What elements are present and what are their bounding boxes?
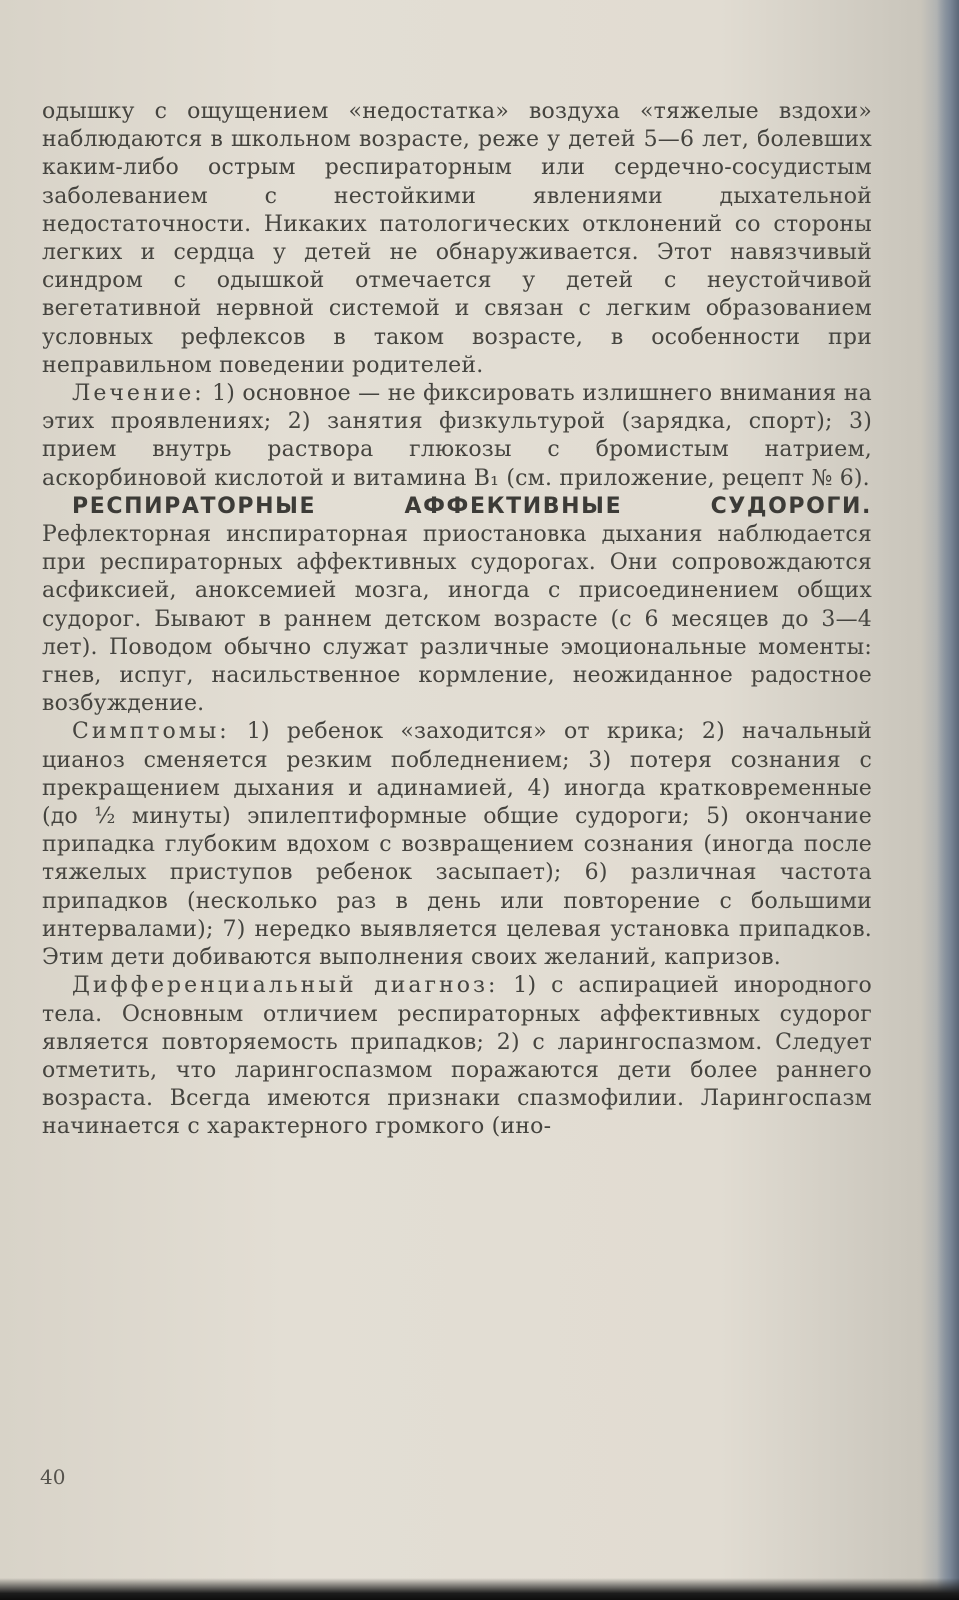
paragraph-dyspnea-syndrome xyxy=(42,98,872,380)
page-number: 40 xyxy=(40,1465,66,1489)
scan-bottom-edge xyxy=(0,1578,959,1600)
paragraph-differential-diagnosis xyxy=(42,972,872,1141)
symptoms-label: Симптомы: xyxy=(72,719,230,745)
section-heading: РЕСПИРАТОРНЫЕ АФФЕКТИВНЫЕ СУДОРОГИ. xyxy=(72,493,872,519)
paragraph-symptoms xyxy=(42,718,872,972)
body-text xyxy=(42,98,872,1142)
section-text: Рефлекторная инспираторная приостановка дыхания наблюдается при респираторных аффективных судорогах. Они сопровождаются асфиксией, аноксемией мозга, иногда с присоединением общих судорог. Бывают в раннем детском возрасте (с 6 месяцев до 3—4 лет). Поводом обычно служат различные эмоциональные моменты: гнев, испуг, насильственное кормление, неожиданное радостное возбуждение. xyxy=(42,522,872,717)
diagnosis-text: 1) с аспирацией инородного тела. Основным отличием респираторных аффективных судорог является повторяемость припадков; 2) с ларингоспазмом. Следует отметить, что ларингоспазмом поражаются дети более раннего возраста. Всегда имеются признаки спазмофилии. Ларингоспазм начинается с характерного громкого (ино- xyxy=(42,973,873,1140)
treatment-label: Лечение: xyxy=(72,381,205,407)
treatment-text: 1) основное — не фиксировать излишнего внимания на этих проявлениях; 2) занятия физкультурой (зарядка, спорт); 3) прием внутрь раствора глюкозы с бромистым натрием, аскорбиновой кислотой и витамина B₁ (см. приложение, рецепт № 6). xyxy=(42,381,872,491)
symptoms-text: 1) ребенок «заходится» от крика; 2) начальный цианоз сменяется резким побледнением; 3) потеря сознания с прекращением дыхания и адинамией, 4) иногда кратковременные (до ½ минуты) эпилептиформные общие судороги; 5) окончание припадка глубоким вдохом с возвращением сознания (иногда после тяжелых приступов ребенок засыпает); 6) различная частота припадков (несколько раз в день или повторение с большими интервалами); 7) нередко выявляется целевая установка припадков. Этим дети добиваются выполнения своих желаний, капризов. xyxy=(42,719,872,971)
paragraph-treatment xyxy=(42,380,872,493)
paragraph-text: одышку с ощущением «недостатка» воздуха «тяжелые вздохи» наблюдаются в школьном возрасте, реже у детей 5—6 лет, болевших каким-либо острым респираторным или сердечно-сосудистым заболеванием с нестойкими явлениями дыхательной недостаточности. Никаких патологических отклонений со стороны легких и сердца у детей не обнаруживается. Этот навязчивый синдром с одышкой отмечается у детей с неустойчивой вегетативной нервной системой и связан с легким образованием условных рефлексов в таком возрасте, в особенности при неправильном поведении родителей. xyxy=(42,99,872,378)
page-edge-shadow xyxy=(937,0,959,1600)
diagnosis-label: Дифференциальный диагноз: xyxy=(72,973,499,999)
paragraph-respiratory-seizures xyxy=(42,493,872,719)
